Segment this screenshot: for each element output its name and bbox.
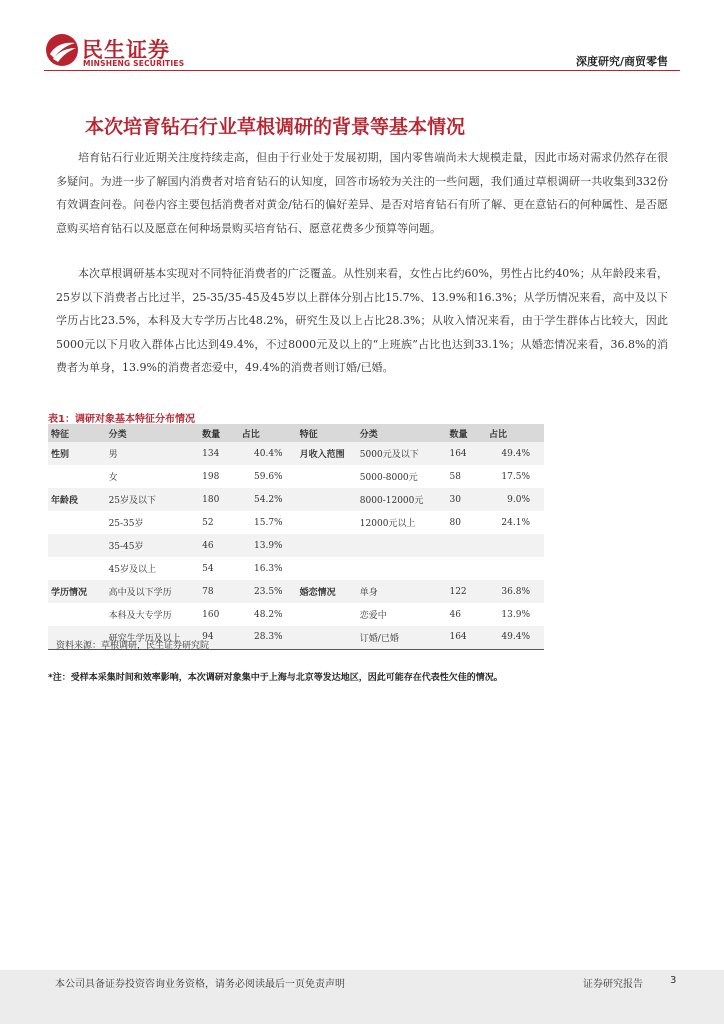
cell-feature-2 xyxy=(297,534,357,557)
table-row xyxy=(48,534,544,557)
table-row xyxy=(48,465,544,488)
table-row xyxy=(48,511,544,534)
header-share-2: 占比 xyxy=(489,429,508,440)
header-category: 分类 xyxy=(108,429,127,440)
paragraph-background: 培育钻石行业近期关注度持续走高，但由于行业处于发展初期，国内零售端尚未大规模走量，因此市场对需求仍然存在很多疑问。为进一步了解国内消费者对培育钻石的认知度，回答市场较为关注的一些问题，我们通过草根调研一共收集到332份有效调查问卷。问卷内容主要包括消费者对黄金/钻石的偏好差异、是否对培育钻石有所了解、更在意钻石的何种属性、是否愿意购买培育钻石以及愿意在何种场景购买培育钻石、愿意花费多少预算等问题。 xyxy=(56,151,668,235)
minsheng-logo-icon xyxy=(44,32,80,68)
cell-category: 高中及以下学历 xyxy=(108,588,172,598)
cell-share: 15.7% xyxy=(254,517,283,528)
cell-feature-2 xyxy=(297,626,357,649)
header-feature: 特征 xyxy=(51,429,70,440)
cell-category: 研究生学历及以上 xyxy=(106,626,200,649)
cell-share-2: 13.9% xyxy=(501,609,530,620)
cell-category: 45岁及以上 xyxy=(108,565,157,575)
cell-share: 13.9% xyxy=(254,540,283,551)
cell-count: 78 xyxy=(202,586,214,597)
cell-feature-2 xyxy=(297,511,357,534)
cell-feature: 年龄段 xyxy=(51,496,79,506)
cell-count-2: 164 xyxy=(446,626,486,649)
table-row xyxy=(48,580,544,603)
cell-share: 54.2% xyxy=(254,494,283,505)
cell-category: 35-45岁 xyxy=(108,542,144,552)
cell-count-2: 30 xyxy=(449,494,461,505)
cell-category-2: 5000元及以下 xyxy=(359,450,419,460)
cell-share-2: 17.5% xyxy=(501,471,530,482)
cell-feature: 性别 xyxy=(51,450,70,460)
cell-share-2: 49.4% xyxy=(501,448,530,459)
header-count: 数量 xyxy=(202,429,221,440)
cell-feature-2 xyxy=(297,557,357,580)
cell-share: 48.2% xyxy=(254,609,283,620)
cell-category-2: 12000元以上 xyxy=(359,519,416,529)
header-count-2: 数量 xyxy=(449,429,468,440)
company-logo xyxy=(44,32,204,70)
cell-feature xyxy=(48,534,106,557)
table-row xyxy=(48,603,544,626)
cell-share-2 xyxy=(486,557,544,580)
cell-count: 198 xyxy=(202,471,220,482)
cell-share-2: 49.4% xyxy=(486,626,544,649)
cell-count: 52 xyxy=(202,517,214,528)
logo-english-name: MINSHENG SECURITIES xyxy=(83,59,185,68)
logo-chinese-name: 民生证券 xyxy=(82,38,170,62)
cell-share: 28.3% xyxy=(239,626,297,649)
cell-count: 46 xyxy=(202,540,214,551)
cell-feature xyxy=(48,465,106,488)
cell-feature-2 xyxy=(297,465,357,488)
cell-count-2: 46 xyxy=(449,609,461,620)
table-source: 资料来源：草根调研，民生证券研究院 xyxy=(56,641,210,651)
paragraph-coverage: 本次草根调研基本实现对不同特征消费者的广泛覆盖。从性别来看，女性占比约60%，男性占比约40%；从年龄段来看，25岁以下消费者占比过半，25-35/35-45及45岁以上群体分别占比15.7%、13.9%和16.3%；从学历情况来看，高中及以下学历占比23.5%，本科及大专学历占比48.2%，研究生及以上占比28.3%；从收入情况来看，由于学生群体占比较大，因此5000元以下月收入群体占比达到49.4%，不过8000元及以上的“上班族”占比也达到33.1%；从婚恋情况来看，36.8%的消费者为单身，13.9%的消费者恋爱中，49.4%的消费者则订婚/已婚。 xyxy=(56,267,668,374)
cell-count-2 xyxy=(446,557,486,580)
cell-feature-2: 婚恋情况 xyxy=(299,588,336,598)
footer-report-label: 证券研究报告 xyxy=(583,979,643,990)
cell-count: 94 xyxy=(199,626,239,649)
cell-category-2: 单身 xyxy=(359,588,378,598)
cell-count-2: 80 xyxy=(449,517,461,528)
cell-count: 54 xyxy=(202,563,214,574)
header-share: 占比 xyxy=(241,429,260,440)
survey-table xyxy=(48,424,544,650)
cell-share-2 xyxy=(486,534,544,557)
cell-category: 本科及大专学历 xyxy=(108,611,172,621)
page-number: 3 xyxy=(670,975,677,986)
cell-count-2: 122 xyxy=(449,586,467,597)
table-header-row xyxy=(48,424,544,442)
cell-count-2: 58 xyxy=(449,471,461,482)
table-row xyxy=(48,442,544,465)
cell-category: 25岁及以下 xyxy=(108,496,157,506)
footnote: *注：受样本采集时间和效率影响，本次调研对象集中于上海与北京等发达地区，因此可能存在代表性欠佳的情况。 xyxy=(48,673,503,683)
report-category: 深度研究/商贸零售 xyxy=(575,55,668,68)
footer-disclaimer: 本公司具备证券投资咨询业务资格，请务必阅读最后一页免责声明 xyxy=(55,979,345,990)
cell-share: 16.3% xyxy=(254,563,283,574)
header-category-2: 分类 xyxy=(359,429,378,440)
cell-count: 180 xyxy=(202,494,220,505)
cell-feature xyxy=(48,557,106,580)
cell-feature-2 xyxy=(297,603,357,626)
cell-category: 25-35岁 xyxy=(108,519,144,529)
header-divider xyxy=(44,70,680,71)
cell-category: 女 xyxy=(108,473,118,483)
cell-category-2 xyxy=(357,557,447,580)
cell-share: 40.4% xyxy=(254,448,283,459)
cell-feature xyxy=(48,511,106,534)
cell-category-2: 恋爱中 xyxy=(359,611,387,621)
cell-share-2: 24.1% xyxy=(501,517,530,528)
cell-category-2: 5000-8000元 xyxy=(359,473,418,483)
cell-feature xyxy=(48,603,106,626)
cell-category: 男 xyxy=(108,450,118,460)
cell-category-2: 订婚/已婚 xyxy=(357,626,447,649)
cell-category-2: 8000-12000元 xyxy=(359,496,424,506)
cell-share-2: 9.0% xyxy=(507,494,530,505)
cell-feature: 学历情况 xyxy=(51,588,88,598)
cell-count: 134 xyxy=(202,448,220,459)
page-header xyxy=(0,0,724,80)
cell-feature-2 xyxy=(297,488,357,511)
cell-category-2 xyxy=(357,534,447,557)
table-row xyxy=(48,557,544,580)
cell-count-2 xyxy=(446,534,486,557)
cell-share-2: 36.8% xyxy=(501,586,530,597)
table-caption: 表1：调研对象基本特征分布情况 xyxy=(48,414,195,425)
header-feature-2: 特征 xyxy=(299,429,318,440)
table-row xyxy=(48,488,544,511)
cell-share: 23.5% xyxy=(254,586,283,597)
cell-count-2: 164 xyxy=(449,448,467,459)
section-title: 本次培育钻石行业草根调研的背景等基本情况 xyxy=(85,116,466,138)
cell-count: 160 xyxy=(202,609,220,620)
cell-feature-2: 月收入范围 xyxy=(299,450,345,460)
cell-share: 59.6% xyxy=(254,471,283,482)
